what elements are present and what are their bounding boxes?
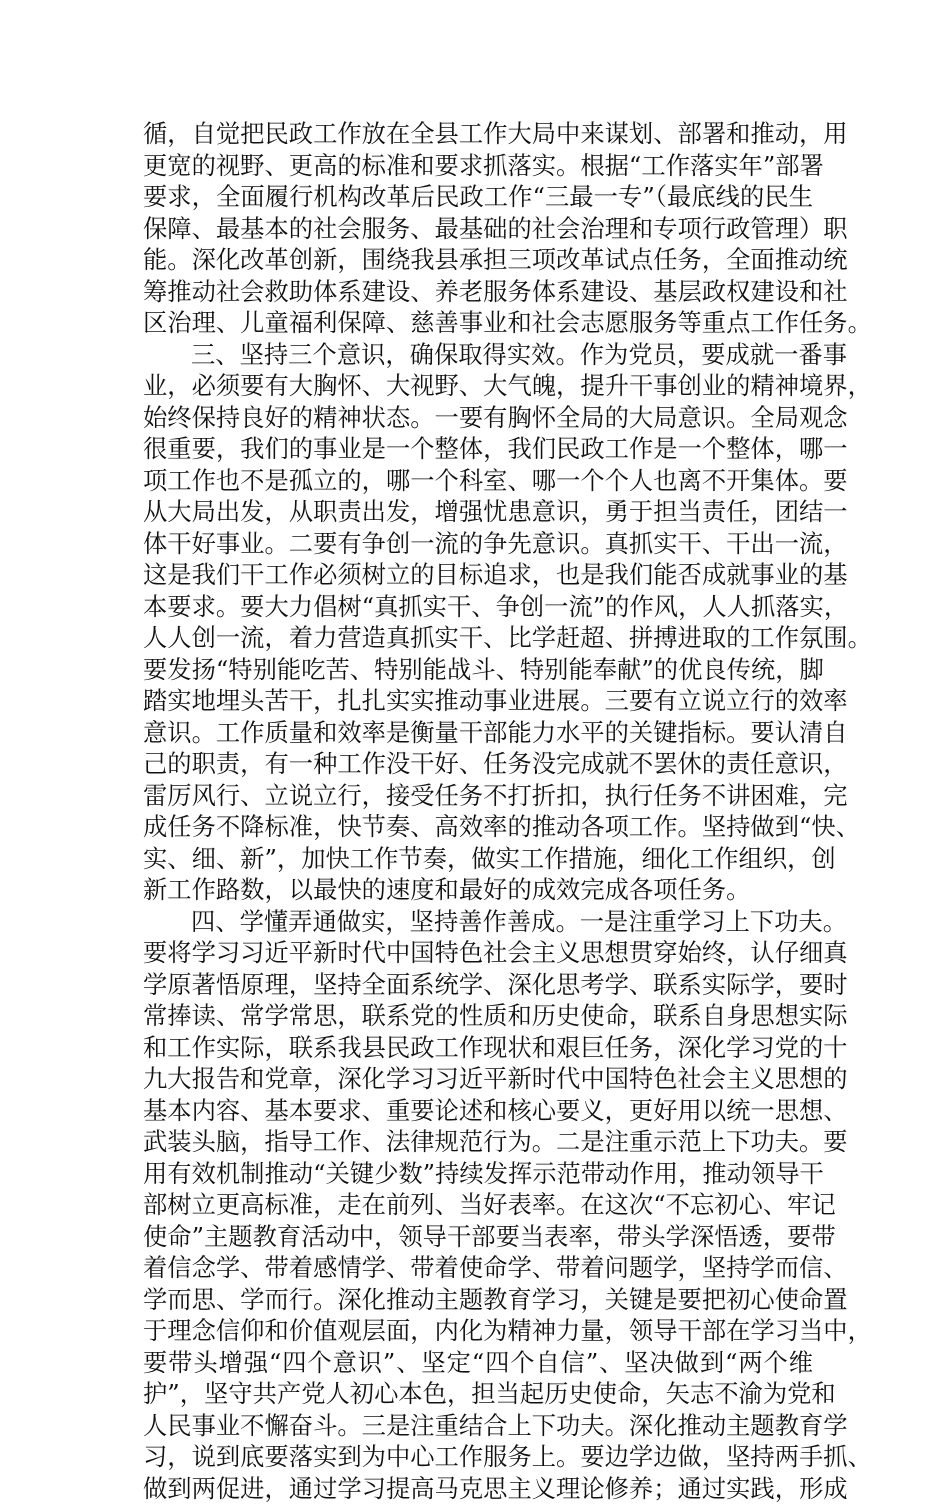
text-line: 做到两促进，通过学习提高马克思主义理论修养；通过实践，形成 xyxy=(143,1473,813,1504)
text-line: 这是我们干工作必须树立的目标追求，也是我们能否成就事业的基 xyxy=(143,559,813,591)
document-body xyxy=(143,118,813,1504)
text-line: 本要求。要大力倡树“真抓实干、争创一流”的作风，人人抓落实， xyxy=(143,591,813,623)
text-line: 己的职责，有一种工作没干好、任务没完成就不罢休的责任意识， xyxy=(143,748,813,780)
text-line: 更宽的视野、更高的标准和要求抓落实。根据“工作落实年”部署 xyxy=(143,150,813,182)
text-line: 踏实地埋头苦干，扎扎实实推动事业进展。三要有立说立行的效率 xyxy=(143,685,813,717)
text-line: 着信念学、带着感情学、带着使命学、带着问题学，坚持学而信、 xyxy=(143,1252,813,1284)
paragraph-first-line: 四、学懂弄通做实，坚持善作善成。一是注重学习上下功夫。 xyxy=(143,906,813,938)
text-line: 实、细、新”，加快工作节奏，做实工作措施，细化工作组织，创 xyxy=(143,843,813,875)
text-line: 业，必须要有大胸怀、大视野、大气魄，提升干事创业的精神境界， xyxy=(143,370,813,402)
text-line: 用有效机制推动“关键少数”持续发挥示范带动作用，推动领导干 xyxy=(143,1158,813,1190)
text-line: 部树立更高标准，走在前列、当好表率。在这次“不忘初心、牢记 xyxy=(143,1189,813,1221)
text-line: 人民事业不懈奋斗。三是注重结合上下功夫。深化推动主题教育学 xyxy=(143,1410,813,1442)
paragraph-first-line: 三、坚持三个意识，确保取得实效。作为党员，要成就一番事 xyxy=(143,339,813,371)
text-line: 从大局出发，从职责出发，增强忧患意识，勇于担当责任，团结一 xyxy=(143,496,813,528)
text-line: 新工作路数，以最快的速度和最好的成效完成各项任务。 xyxy=(143,874,813,906)
text-line: 项工作也不是孤立的，哪一个科室、哪一个个人也离不开集体。要 xyxy=(143,465,813,497)
text-line: 成任务不降标准，快节奏、高效率的推动各项工作。坚持做到“快、 xyxy=(143,811,813,843)
text-line: 要将学习习近平新时代中国特色社会主义思想贯穿始终，认仔细真 xyxy=(143,937,813,969)
text-line: 保障、最基本的社会服务、最基础的社会治理和专项行政管理）职 xyxy=(143,213,813,245)
text-line: 雷厉风行、立说立行，接受任务不打折扣，执行任务不讲困难，完 xyxy=(143,780,813,812)
text-line: 习，说到底要落实到为中心工作服务上。要边学边做，坚持两手抓、 xyxy=(143,1441,813,1473)
text-line: 九大报告和党章，深化学习习近平新时代中国特色社会主义思想的 xyxy=(143,1063,813,1095)
text-line: 护”，坚守共产党人初心本色，担当起历史使命，矢志不渝为党和 xyxy=(143,1378,813,1410)
text-line: 始终保持良好的精神状态。一要有胸怀全局的大局意识。全局观念 xyxy=(143,402,813,434)
text-line: 学而思、学而行。深化推动主题教育学习，关键是要把初心使命置 xyxy=(143,1284,813,1316)
text-line: 循，自觉把民政工作放在全县工作大局中来谋划、部署和推动，用 xyxy=(143,118,813,150)
text-line: 人人创一流，着力营造真抓实干、比学赶超、拼搏进取的工作氛围。 xyxy=(143,622,813,654)
text-line: 很重要，我们的事业是一个整体，我们民政工作是一个整体，哪一 xyxy=(143,433,813,465)
text-line: 能。深化改革创新，围绕我县承担三项改革试点任务，全面推动统 xyxy=(143,244,813,276)
text-line: 要带头增强“四个意识”、坚定“四个自信”、坚决做到“两个维 xyxy=(143,1347,813,1379)
text-line: 意识。工作质量和效率是衡量干部能力水平的关键指标。要认清自 xyxy=(143,717,813,749)
text-line: 使命”主题教育活动中，领导干部要当表率，带头学深悟透，要带 xyxy=(143,1221,813,1253)
text-line: 区治理、儿童福利保障、慈善事业和社会志愿服务等重点工作任务。 xyxy=(143,307,813,339)
text-line: 武装头脑，指导工作、法律规范行为。二是注重示范上下功夫。要 xyxy=(143,1126,813,1158)
text-line: 体干好事业。二要有争创一流的争先意识。真抓实干、干出一流， xyxy=(143,528,813,560)
text-line: 常捧读、常学常思，联系党的性质和历史使命，联系自身思想实际 xyxy=(143,1000,813,1032)
text-line: 于理念信仰和价值观层面，内化为精神力量，领导干部在学习当中， xyxy=(143,1315,813,1347)
text-line: 要发扬“特别能吃苦、特别能战斗、特别能奉献”的优良传统，脚 xyxy=(143,654,813,686)
text-line: 基本内容、基本要求、重要论述和核心要义，更好用以统一思想、 xyxy=(143,1095,813,1127)
text-line: 学原著悟原理，坚持全面系统学、深化思考学、联系实际学，要时 xyxy=(143,969,813,1001)
text-line: 和工作实际，联系我县民政工作现状和艰巨任务，深化学习党的十 xyxy=(143,1032,813,1064)
text-line: 要求，全面履行机构改革后民政工作“三最一专”（最底线的民生 xyxy=(143,181,813,213)
text-line: 筹推动社会救助体系建设、养老服务体系建设、基层政权建设和社 xyxy=(143,276,813,308)
